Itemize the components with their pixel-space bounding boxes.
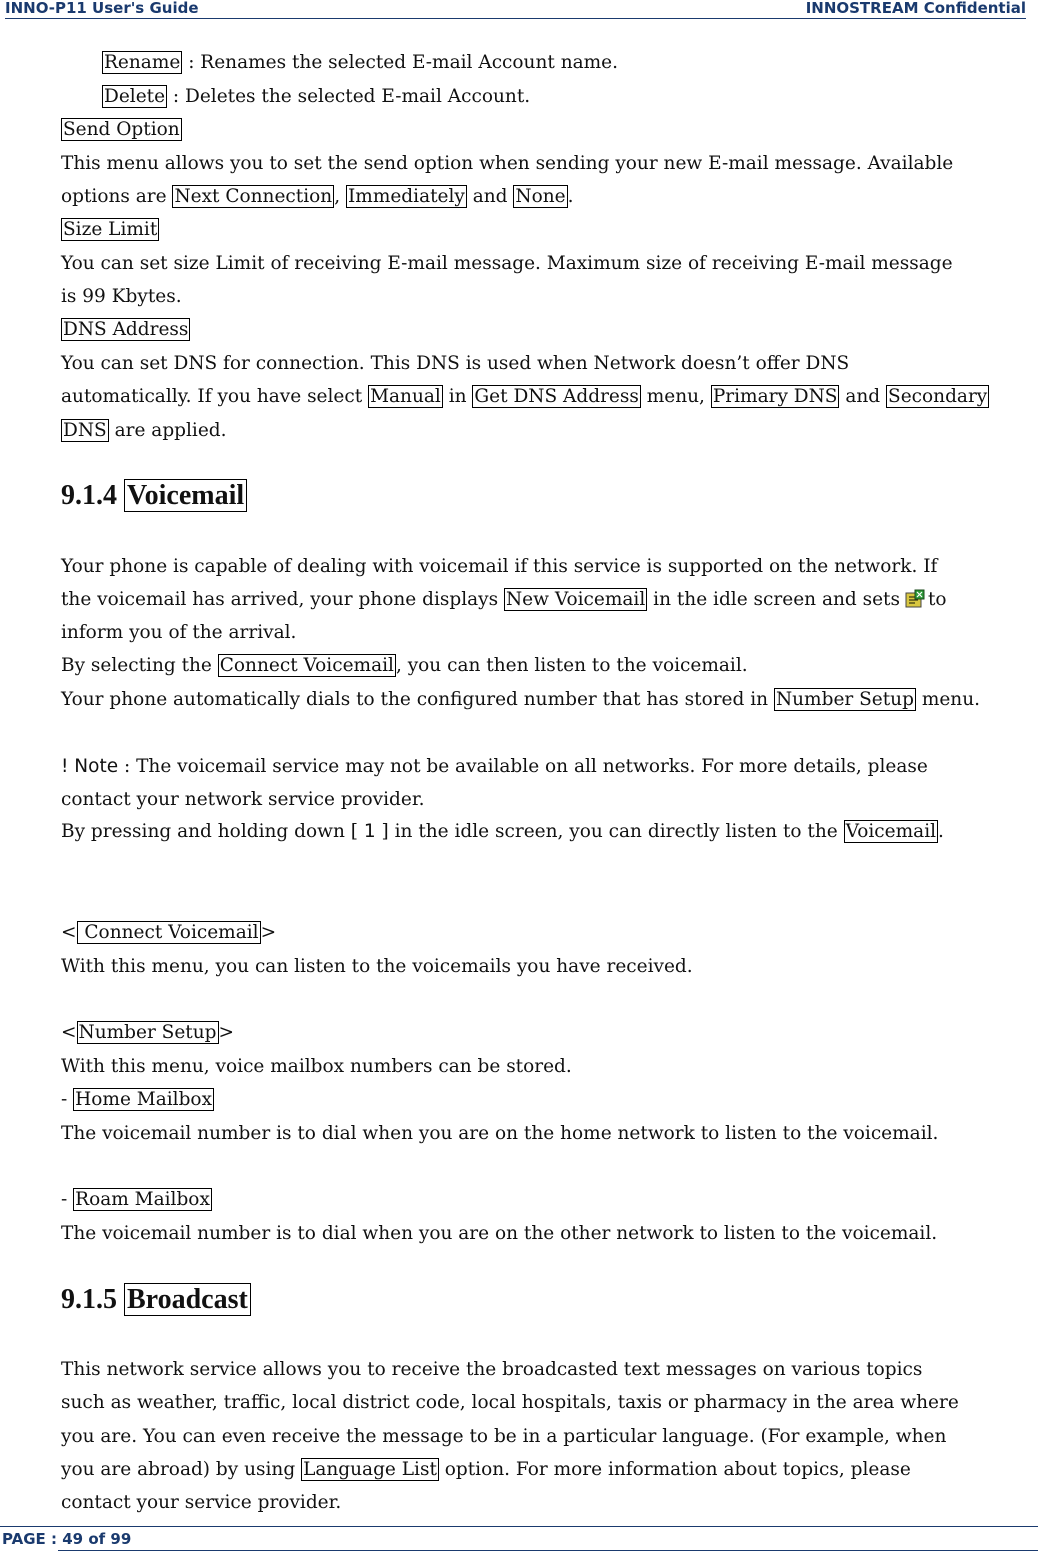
vm-press-hold: By pressing and holding down [ 1 ] in the idle screen, you can directly listen to the Voicemail . [61, 821, 944, 842]
broadcast-line2: such as weather, traffic, local district code, local hospitals, taxis or pharmacy in the area where [61, 1392, 959, 1413]
vm-p3: Your phone automatically dials to the configured number that has stored in Number Setup menu. [61, 689, 981, 710]
note-label: ! Note [61, 756, 119, 777]
vm-note-line2: contact your network service provider. [61, 789, 425, 810]
roam-mailbox-desc: The voicemail number is to dial when you are on the other network to listen to the voicemail. [61, 1223, 938, 1244]
number-setup-heading: < Number Setup > [61, 1022, 235, 1043]
vm-p2: By selecting the Connect Voicemail , you can then listen to the voicemail. [61, 655, 748, 676]
voicemail-indicator-icon [905, 589, 925, 608]
term-connect-voicemail: Connect Voicemail [219, 655, 394, 676]
term-dns: DNS [63, 420, 107, 441]
roam-mailbox-heading: - Roam Mailbox [61, 1189, 210, 1210]
term-number-setup: Number Setup [775, 689, 914, 710]
key-1: 1 [363, 821, 376, 842]
page-header [5, 0, 1026, 19]
connect-voicemail-desc: With this menu, you can listen to the voicemails you have received. [61, 956, 693, 977]
broadcast-line3: you are. You can even receive the message to be in a particular language. (For example, when [61, 1426, 947, 1447]
term-language-list: Language List [303, 1459, 437, 1480]
opt-none: None [515, 186, 566, 207]
section-broadcast-heading: 9.1.5 Broadcast [61, 1282, 251, 1318]
header-doc-title: INNO-P11 User's Guide [5, 0, 199, 17]
dns-heading: DNS Address [63, 319, 189, 340]
size-limit-heading: Size Limit [63, 219, 158, 240]
number-setup-desc: With this menu, voice mailbox numbers can be stored. [61, 1056, 572, 1077]
size-limit-desc-1: You can set size Limit of receiving E-mail message. Maximum size of receiving E-mail message [61, 253, 953, 274]
term-new-voicemail: New Voicemail [505, 589, 646, 610]
connect-voicemail-heading: < Connect Voicemail > [61, 922, 277, 943]
term-get-dns-address: Get DNS Address [474, 386, 639, 407]
send-option-desc-1: This menu allows you to set the send option when sending your new E-mail message. Available [61, 153, 954, 174]
term-voicemail: Voicemail [845, 821, 937, 842]
term-manual: Manual [370, 386, 441, 407]
rename-term: Rename [104, 52, 181, 73]
home-mailbox-heading: - Home Mailbox [61, 1089, 213, 1110]
opt-next-connection: Next Connection [174, 186, 333, 207]
send-option-desc-2: options are Next Connection , Immediately and None . [61, 186, 574, 207]
home-mailbox-desc: The voicemail number is to dial when you are on the home network to listen to the voicemail. [61, 1123, 939, 1144]
page-number: PAGE : 49 of 99 [2, 1530, 132, 1548]
term-secondary: Secondary [888, 386, 988, 407]
page-footer [0, 1526, 1038, 1551]
rename-line: Rename : Renames the selected E-mail Account name. [104, 52, 619, 73]
vm-p1-line3: inform you of the arrival. [61, 622, 297, 643]
section-voicemail-heading: 9.1.4 Voicemail [61, 478, 247, 514]
broadcast-line5: contact your service provider. [61, 1492, 342, 1513]
header-confidential: INNOSTREAM Confidential [805, 0, 1026, 17]
opt-immediately: Immediately [347, 186, 465, 207]
vm-p1-line2: the voicemail has arrived, your phone displays New Voicemail in the idle screen and sets to [61, 589, 947, 610]
delete-term: Delete [104, 86, 166, 107]
dns-desc-1: You can set DNS for connection. This DNS is used when Network doesn’t offer DNS [61, 353, 850, 374]
send-option-heading: Send Option [63, 119, 180, 140]
dns-desc-2: automatically. If you have select Manual in Get DNS Address menu, Primary DNS and Secondary [61, 386, 988, 407]
term-primary-dns: Primary DNS [712, 386, 838, 407]
dns-desc-3: DNS are applied. [63, 420, 227, 441]
delete-line: Delete : Deletes the selected E-mail Account. [104, 86, 531, 107]
broadcast-line1: This network service allows you to receive the broadcasted text messages on various topics [61, 1359, 923, 1380]
size-limit-desc-2: is 99 Kbytes. [61, 286, 182, 307]
broadcast-line4: you are abroad) by using Language List option. For more information about topics, please [61, 1459, 911, 1480]
vm-p1-line1: Your phone is capable of dealing with voicemail if this service is supported on the network. If [61, 556, 938, 577]
vm-note: ! Note : The voicemail service may not be available on all networks. For more details, please [61, 756, 928, 777]
